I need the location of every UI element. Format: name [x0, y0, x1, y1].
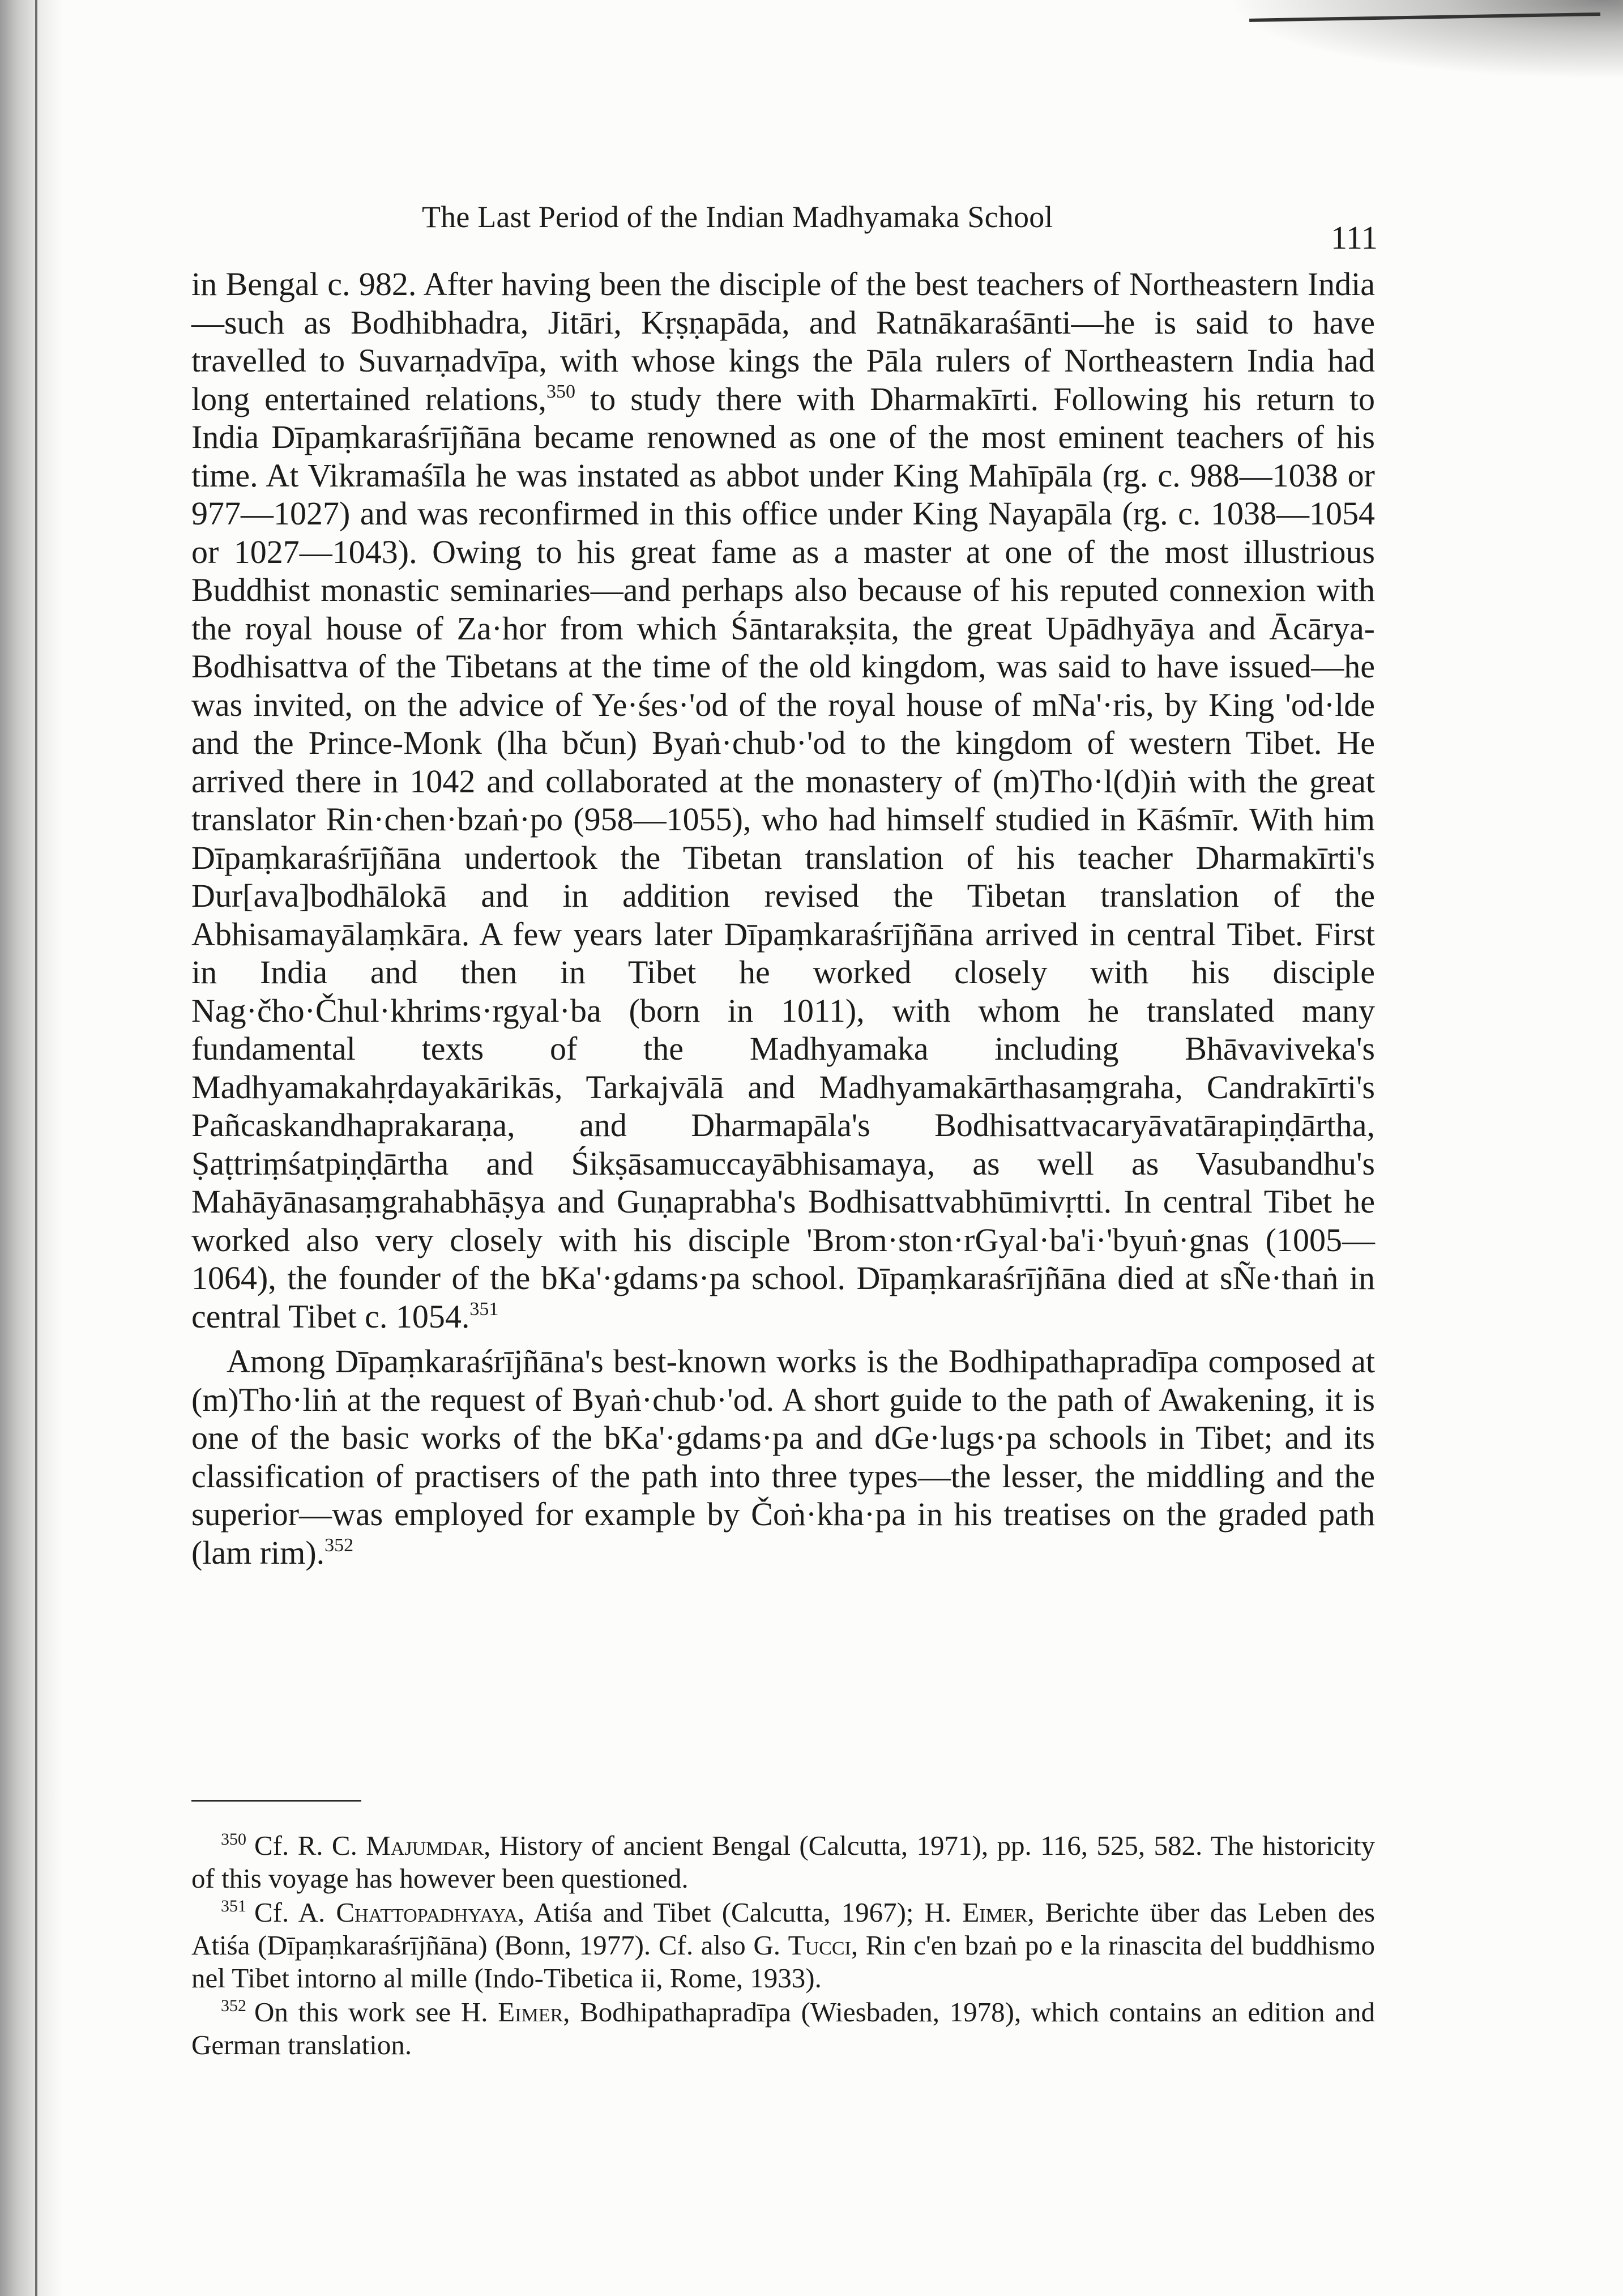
paragraph-1 [191, 265, 1375, 1335]
footnote-350 [191, 1829, 1375, 1895]
footnote-ref-351: 351 [469, 1298, 499, 1320]
footnote-351 [191, 1896, 1375, 1995]
footnote-number: 351 [221, 1897, 246, 1915]
main-text [191, 265, 1375, 1572]
footnote-text: , Atiśa and Tibet (Calcutta, 1967); H. [517, 1897, 963, 1928]
footnote-text: , History of ancient Bengal (Calcutta, 1971), pp. 116, 525, 582. The historicity of this voyage has however been questioned. [191, 1830, 1375, 1894]
paragraph-1-part-2: to study there with Dharmakīrti. Following his return to India Dīpaṃkaraśrījñāna became renowned as one of the most eminent teachers of his time. At Vikramaśīla he was instated as abbot under King Mahīpāla (rg. c. 988—1038 or 977—1027) and was reconfirmed in this office under King Nayapāla (rg. c. 1038—1054 or 1027—1043). Owing to his great fame as a master at one of the most illustrious Buddhist monastic seminaries—and perhaps also because of his reputed connexion with the royal house of Za·hor from which Śāntarakṣita, the great Upādhyāya and Ācārya-Bodhisattva of the Tibetans at the time of the old kingdom, was said to have issued—he was invited, on the advice of Ye·śes·'od of the royal house of mNa'·ris, by King 'od·lde and the Prince-Monk (lha bčun) Byaṅ·chub·'od to the kingdom of western Tibet. He arrived there in 1042 and collaborated at the monastery of (m)Tho·l(d)iṅ with the great translator Rin·chen·bzaṅ·po (958—1055), who had himself studied in Kāśmīr. With him Dīpaṃkaraśrījñāna undertook the Tibetan translation of his teacher Dharmakīrti's Dur[ava]bodhālokā and in addition revised the Tibetan translation of the Abhisamayālaṃkāra. A few years later Dīpaṃkaraśrījñāna arrived in central Tibet. First in India and then in Tibet he worked closely with his disciple Nag·čho·Čhul·khrims·rgyal·ba (born in 1011), with whom he translated many fundamental texts of the Madhyamaka including Bhāvaviveka's Madhyamakahṛdayakārikās, Tarkajvālā and Madhyamakārthasaṃgraha, Candrakīrti's Pañcaskandhaprakaraṇa, and Dharmapāla's Bodhisattvacaryāvatārapiṇḍārtha, Ṣaṭtriṃśatpiṇḍārtha and Śikṣāsamuccayābhisamaya, as well as Vasubandhu's Mahāyānasaṃgrahabhāṣya and Guṇaprabha's Bodhisattvabhūmivṛtti. In central Tibet he worked also very closely with his disciple 'Brom·ston·rGyal·ba'i·'byuṅ·gnas (1005—1064), the founder of the bKa'·gdams·pa school. Dīpaṃkaraśrījñāna died at sÑe·thaṅ in central Tibet c. 1054. [191, 380, 1375, 1335]
footnote-divider [191, 1800, 361, 1802]
footnote-number: 350 [221, 1830, 246, 1849]
footnote-text: Cf. A. [254, 1897, 336, 1928]
footnote-author: Chattopadhyaya [336, 1897, 518, 1928]
footnote-text: On this work see H. [254, 1996, 498, 2028]
paragraph-2 [191, 1342, 1375, 1572]
footnote-author: Majumdar [366, 1830, 484, 1861]
running-header: The Last Period of the Indian Madhyamaka School [422, 200, 1053, 234]
footnote-author: Tucci [788, 1930, 851, 1961]
paragraph-1-part-1: in Bengal c. 982. After having been the disciple of the best teachers of Northeastern India—such as Bodhibhadra, Jitāri, Kṛṣṇapāda, and Ratnākaraśānti—he is said to have travelled to Suvarṇadvīpa, with whose kings the Pāla rulers of Northeastern India had long entertained relations, [191, 266, 1375, 417]
footnote-number: 352 [221, 1996, 246, 2015]
footnote-text: Cf. R. C. [254, 1830, 366, 1861]
corner-shadow [1227, 0, 1623, 79]
footnotes [191, 1829, 1375, 2063]
footnote-author: Eimer [962, 1897, 1028, 1928]
footnote-352 [191, 1996, 1375, 2062]
footnote-author: Eimer [498, 1996, 563, 2028]
footnote-text: , Rin c'en bzaṅ po e la rinascita del buddhismo nel Tibet intorno al mille (Indo-Tibetica ii, Rome, 1933). [191, 1930, 1375, 1994]
paragraph-2-text: Among Dīpaṃkaraśrījñāna's best-known works is the Bodhipathapradīpa composed at (m)Tho·liṅ at the request of Byaṅ·chub·'od. A short guide to the path of Awakening, it is one of the basic works of the bKa'·gdams·pa and dGe·lugs·pa schools in Tibet; and its classification of practisers of the path into three types—the lesser, the middling and the superior—was employed for example by Čoṅ·kha·pa in his treatises on the graded path (lam rim). [191, 1343, 1375, 1571]
footnote-ref-352: 352 [324, 1534, 354, 1556]
page-number: 111 [1331, 219, 1378, 256]
binding-shadow [0, 0, 62, 2296]
footnote-text: , Berichte über das Leben des Atiśa (Dīpaṃkaraśrījñāna) (Bonn, 1977). Cf. also G. [191, 1897, 1375, 1961]
binding-line [35, 0, 37, 2296]
footnote-ref-350: 350 [546, 381, 576, 402]
footnote-text: , Bodhipathapradīpa (Wiesbaden, 1978), which contains an edition and German translation. [191, 1996, 1375, 2060]
